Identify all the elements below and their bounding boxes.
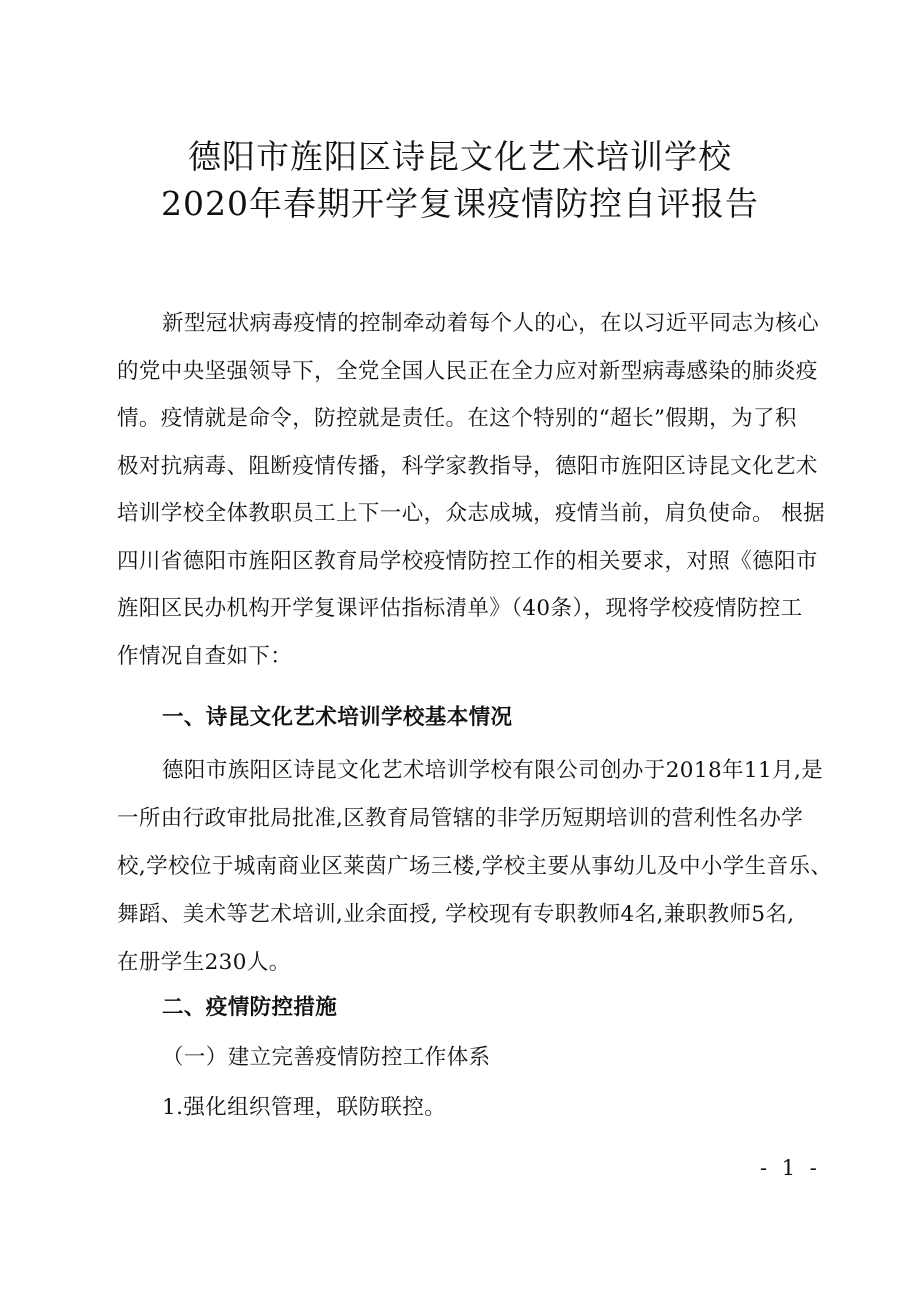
section-heading-prevention-measures: 二、疫情防控措施 (162, 995, 338, 1020)
paragraph-line: 情。疫情就是命令，防控就是责任。在这个特别的“超长”假期，为了积 (117, 406, 797, 431)
paragraph-line: 新型冠状病毒疫情的控制牵动着每个人的心，在以习近平同志为核心 (162, 311, 820, 336)
page-number: - 1 - (760, 1156, 821, 1180)
paragraph-line: 培训学校全体教职员工上下一心，众志成城，疫情当前，肩负使命。 根据 (117, 501, 826, 526)
list-item: 1.强化组织管理，联防联控。 (162, 1095, 447, 1120)
paragraph-line: 旌阳区民办机构开学复课评估指标清单》（40条），现将学校疫情防控工 (117, 596, 803, 621)
document-title-line-1: 德阳市旌阳区诗昆文化艺术培训学校 (188, 137, 732, 176)
section-heading-basic-info: 一、诗昆文化艺术培训学校基本情况 (162, 705, 513, 730)
intro-paragraph (117, 300, 826, 680)
paragraph-line: 的党中央坚强领导下，全党全国人民正在全力应对新型病毒感染的肺炎疫 (117, 358, 818, 384)
paragraph-line: 校,学校位于城南商业区莱茵广场三楼,学校主要从事幼儿及中小学生音乐、 (117, 854, 833, 879)
paragraph-line: 在册学生230人。 (117, 950, 291, 975)
document-title-line-2: 2020年春期开学复课疫情防控自评报告 (161, 184, 759, 223)
paragraph-line: 作情况自查如下： (117, 643, 293, 669)
paragraph-line: 极对抗病毒、阻断疫情传播，科学家教指导，德阳市旌阳区诗昆文化艺术 (117, 453, 818, 479)
basic-info-paragraph (117, 747, 833, 987)
paragraph-line: 四川省德阳市旌阳区教育局学校疫情防控工作的相关要求，对照《德阳市 (117, 548, 818, 574)
subsection-heading: （一）建立完善疫情防控工作体系 (162, 1045, 491, 1070)
paragraph-line: 一所由行政审批局批准,区教育局管辖的非学历短期培训的营利性名办学 (117, 806, 804, 831)
paragraph-line: 德阳市族阳区诗昆文化艺术培训学校有限公司创办于2018年11月,是 (162, 758, 824, 783)
paragraph-line: 舞蹈、美术等艺术培训,业余面授, 学校现有专职教师4名,兼职教师5名, (117, 902, 795, 927)
